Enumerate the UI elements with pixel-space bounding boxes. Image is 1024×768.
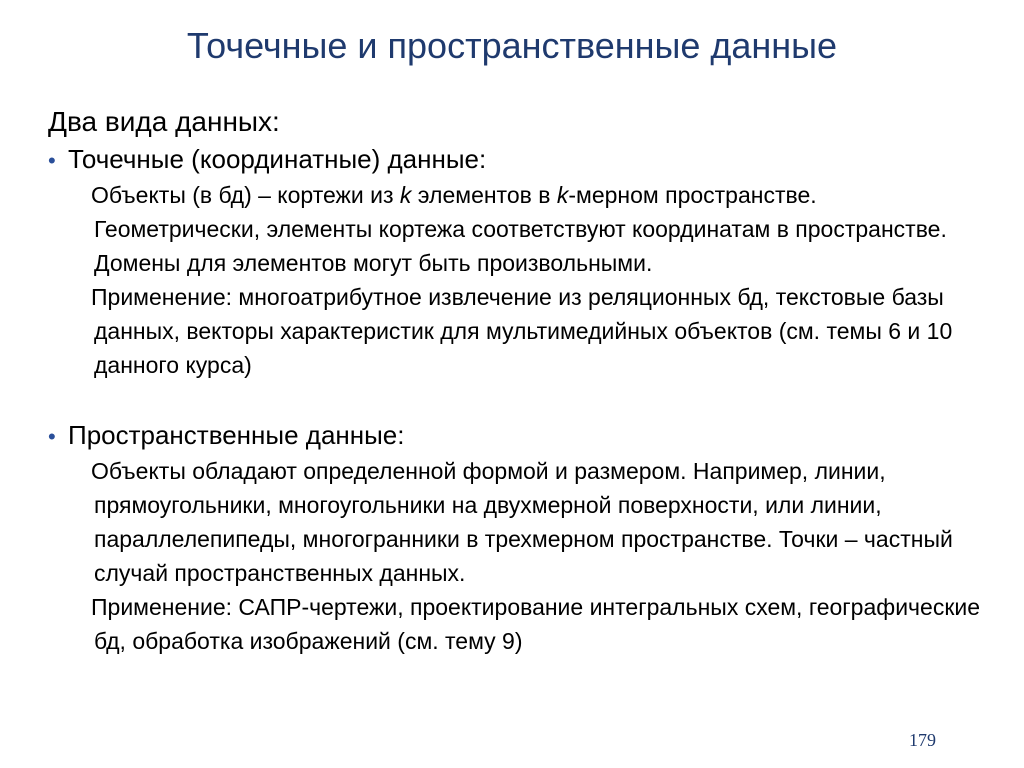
text-fragment: элементов в: [411, 182, 557, 208]
page-number: 179: [909, 730, 936, 750]
point-data-description: [91, 178, 988, 280]
bullet-heading: Точечные (координатные) данные:: [68, 144, 487, 174]
slide-title: Точечные и пространственные данные: [186, 25, 838, 66]
spacer: [48, 382, 988, 418]
bullet-point-data: [48, 142, 988, 178]
bullet-icon: •: [48, 424, 56, 449]
spatial-data-description: Объекты обладают определенной формой и размером. Например, линии, прямоугольники, многоугольники на двухмерной поверхности, или линии, параллелепипеды, многогранники в трехмерном пространстве. Точки – частный случай пространственных данных.: [91, 458, 953, 586]
spatial-data-application: Применение: САПР-чертежи, проектирование интегральных схем, географические бд, обработка изображений (см. тему 9): [91, 594, 981, 654]
bullet-heading: Пространственные данные:: [68, 420, 405, 450]
text-fragment: Объекты (в бд) – кортежи из: [91, 182, 400, 208]
slide-content: [48, 104, 988, 658]
point-data-application: Применение: многоатрибутное извлечение из реляционных бд, текстовые базы данных, векторы характеристик для мультимедийных объектов (см. темы 6 и 10 данного курса): [91, 284, 953, 378]
bullet-spatial-data: [48, 418, 988, 454]
intro-text: Два вида данных:: [48, 106, 280, 137]
italic-k: k: [556, 182, 569, 208]
text-fragment: -мерном пространстве. Геометрически, элементы кортежа соответствуют координатам в пространстве. Домены для элементов могут быть произвольными.: [94, 182, 947, 276]
italic-k: k: [399, 182, 412, 208]
bullet-icon: •: [48, 148, 56, 173]
